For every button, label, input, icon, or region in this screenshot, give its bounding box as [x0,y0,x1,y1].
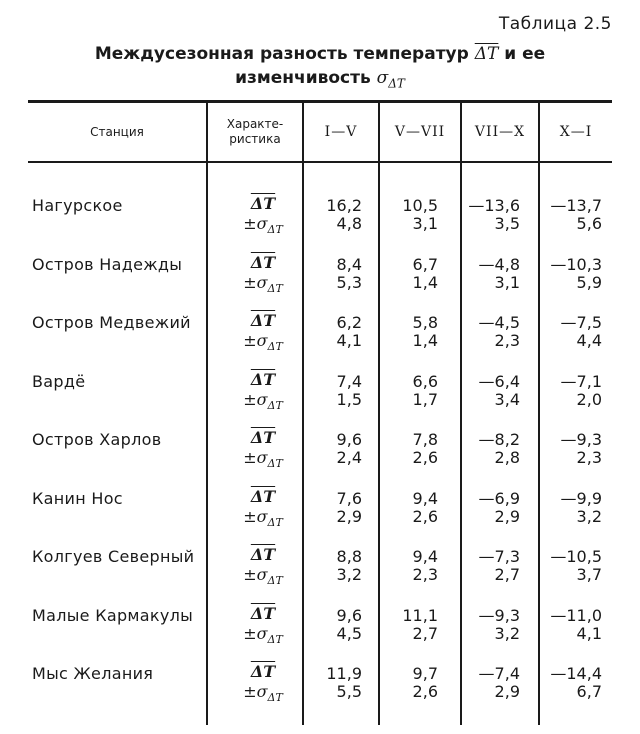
sigma-value: 2,7 [494,565,520,584]
sigma-subscript: ΔT [267,574,283,588]
mean-value: 7,4 [336,371,362,391]
mean-value: 16,2 [326,196,362,215]
caption-line-1 [0,42,640,66]
mean-value: —9,9 [560,488,602,508]
plus-minus-sign: ± [243,272,257,292]
delta-t-symbol: $\overline{\Delta T}$ [250,252,276,272]
caption-sigma-subscript: ΔT [388,76,405,91]
sigma-value: 4,4 [576,331,602,350]
sigma-symbol: σ [256,448,268,467]
mean-value: 9,4 [412,547,438,566]
station-name: Канин Нос [32,488,123,508]
sigma-subscript: ΔT [267,632,283,646]
mean-value: —11,0 [550,605,602,625]
sigma-value: 2,4 [336,448,362,467]
mean-value: —9,3 [478,605,520,625]
mean-value: —8,2 [478,430,520,449]
sigma-subscript: ΔT [267,457,283,471]
caption-text-3: изменчивость [235,68,377,88]
table-row [28,485,612,535]
mean-value: —7,4 [478,664,520,683]
caption-delta-symbol: $\overline{\Delta T}$ [474,44,499,64]
mean-value: 8,8 [336,547,362,566]
mean-value: —7,5 [560,313,602,332]
table-row [28,309,612,359]
mean-value: 9,7 [412,664,438,683]
mean-value: 8,4 [336,254,362,274]
station-name: Колгуев Северный [32,547,195,566]
mean-value: 6,6 [412,371,438,391]
sigma-value: 2,8 [494,448,520,467]
sigma-subscript: ΔT [267,223,283,237]
sigma-value: 6,7 [576,682,602,701]
table-label: Таблица 2.5 [498,14,612,34]
sigma-value: 4,1 [576,623,602,643]
mean-value: 6,2 [336,313,362,332]
station-name: Остров Надежды [32,254,183,274]
sigma-value: 1,4 [412,272,438,292]
mean-value: 9,6 [336,430,362,449]
mean-value: —6,4 [478,371,520,391]
sigma-value: 3,2 [576,506,602,526]
delta-t-symbol: $\overline{\Delta T}$ [250,545,276,564]
sigma-symbol: σ [256,389,268,409]
mean-value: —10,5 [550,547,602,566]
table-row [28,660,612,710]
delta-t-symbol: $\overline{\Delta T}$ [250,194,276,213]
delta-t-symbol: $\overline{\Delta T}$ [250,486,276,506]
sigma-value: 2,0 [576,389,602,409]
table-row [28,192,612,242]
station-name: Мыс Желания [32,664,154,683]
header-characteristic-line-2: ристика [229,132,281,146]
table-row [28,426,612,476]
header-characteristic [208,103,302,161]
sigma-value: 1,5 [336,389,362,409]
plus-minus-sign: ± [243,331,257,350]
sigma-value: 4,1 [336,331,362,350]
header-period-1: I—V [324,123,358,140]
mean-value: 11,1 [402,605,438,625]
sigma-value: 3,2 [494,623,520,643]
table-row [28,602,612,652]
header-station: Станция [90,124,144,139]
mean-value: —13,7 [550,196,602,215]
mean-value: —13,6 [468,196,520,215]
delta-t-symbol: $\overline{\Delta T}$ [250,662,276,681]
plus-minus-sign: ± [243,682,257,701]
station-name: Нагурское [32,196,123,215]
caption-sigma-symbol: σ [376,68,389,88]
mean-value: —4,8 [478,254,520,274]
mean-value: 9,6 [336,605,362,625]
sigma-value: 3,2 [336,565,362,584]
sigma-value: 2,9 [336,506,362,526]
mean-value: 5,8 [412,313,438,332]
sigma-value: 5,6 [576,214,602,233]
delta-t-symbol: $\overline{\Delta T}$ [250,428,276,447]
plus-minus-sign: ± [243,448,257,467]
sigma-value: 2,6 [412,448,438,467]
header-period-3: VII—X [474,123,526,140]
header-period-2: V—VII [394,123,446,140]
sigma-value: 1,4 [412,331,438,350]
mean-value: 6,7 [412,254,438,274]
sigma-subscript: ΔT [267,515,283,529]
mean-value: 7,8 [412,430,438,449]
sigma-value: 5,9 [576,272,602,292]
table-row [28,543,612,593]
mean-value: 9,4 [412,488,438,508]
sigma-symbol: σ [256,682,268,701]
sigma-symbol: σ [256,565,268,584]
mean-value: 7,6 [336,488,362,508]
delta-t-symbol: $\overline{\Delta T}$ [250,369,276,389]
station-name: Остров Медвежий [32,313,191,332]
sigma-value: 3,7 [576,565,602,584]
station-name: Малые Кармакулы [32,605,194,625]
station-name: Вардё [32,371,86,391]
sigma-value: 2,6 [412,682,438,701]
sigma-symbol: σ [256,331,268,350]
sigma-value: 2,3 [576,448,602,467]
plus-minus-sign: ± [243,214,257,233]
plus-minus-sign: ± [243,565,257,584]
station-name: Остров Харлов [32,430,162,449]
sigma-value: 3,1 [494,272,520,292]
sigma-value: 2,7 [412,623,438,643]
sigma-subscript: ΔT [267,691,283,705]
caption-text-2: и ее [498,44,546,64]
sigma-value: 3,4 [494,389,520,409]
sigma-value: 4,5 [336,623,362,643]
sigma-value: 4,8 [336,214,362,233]
delta-t-symbol: $\overline{\Delta T}$ [250,603,276,623]
mean-value: —14,4 [550,664,602,683]
sigma-symbol: σ [256,272,268,292]
sigma-symbol: σ [256,623,268,643]
plus-minus-sign: ± [243,623,257,643]
mean-value: —7,3 [478,547,520,566]
sigma-value: 2,9 [494,506,520,526]
sigma-subscript: ΔT [267,281,283,295]
table-row [28,368,612,418]
caption-text-1: Междусезонная разность температур [94,44,475,64]
sigma-value: 2,3 [412,565,438,584]
mean-value: —4,5 [478,313,520,332]
mean-value: —6,9 [478,488,520,508]
sigma-value: 5,5 [336,682,362,701]
sigma-value: 3,5 [494,214,520,233]
header-characteristic-line-1: Характе- [226,117,284,131]
sigma-subscript: ΔT [267,340,283,354]
sigma-value: 2,9 [494,682,520,701]
sigma-value: 2,3 [494,331,520,350]
mean-value: —9,3 [560,430,602,449]
plus-minus-sign: ± [243,389,257,409]
mean-value: 10,5 [402,196,438,215]
mean-value: —7,1 [560,371,602,391]
plus-minus-sign: ± [243,506,257,526]
header-period-4: X—I [559,123,593,140]
mean-value: 11,9 [326,664,362,683]
header-rule [28,161,612,163]
sigma-value: 2,6 [412,506,438,526]
table-row [28,251,612,301]
sigma-subscript: ΔT [267,398,283,412]
table-caption [0,42,640,95]
delta-t-symbol: $\overline{\Delta T}$ [250,311,276,330]
sigma-symbol: σ [256,506,268,526]
sigma-symbol: σ [256,214,268,233]
sigma-value: 5,3 [336,272,362,292]
caption-line-2 [0,66,640,95]
sigma-value: 1,7 [412,389,438,409]
mean-value: —10,3 [550,254,602,274]
sigma-value: 3,1 [412,214,438,233]
